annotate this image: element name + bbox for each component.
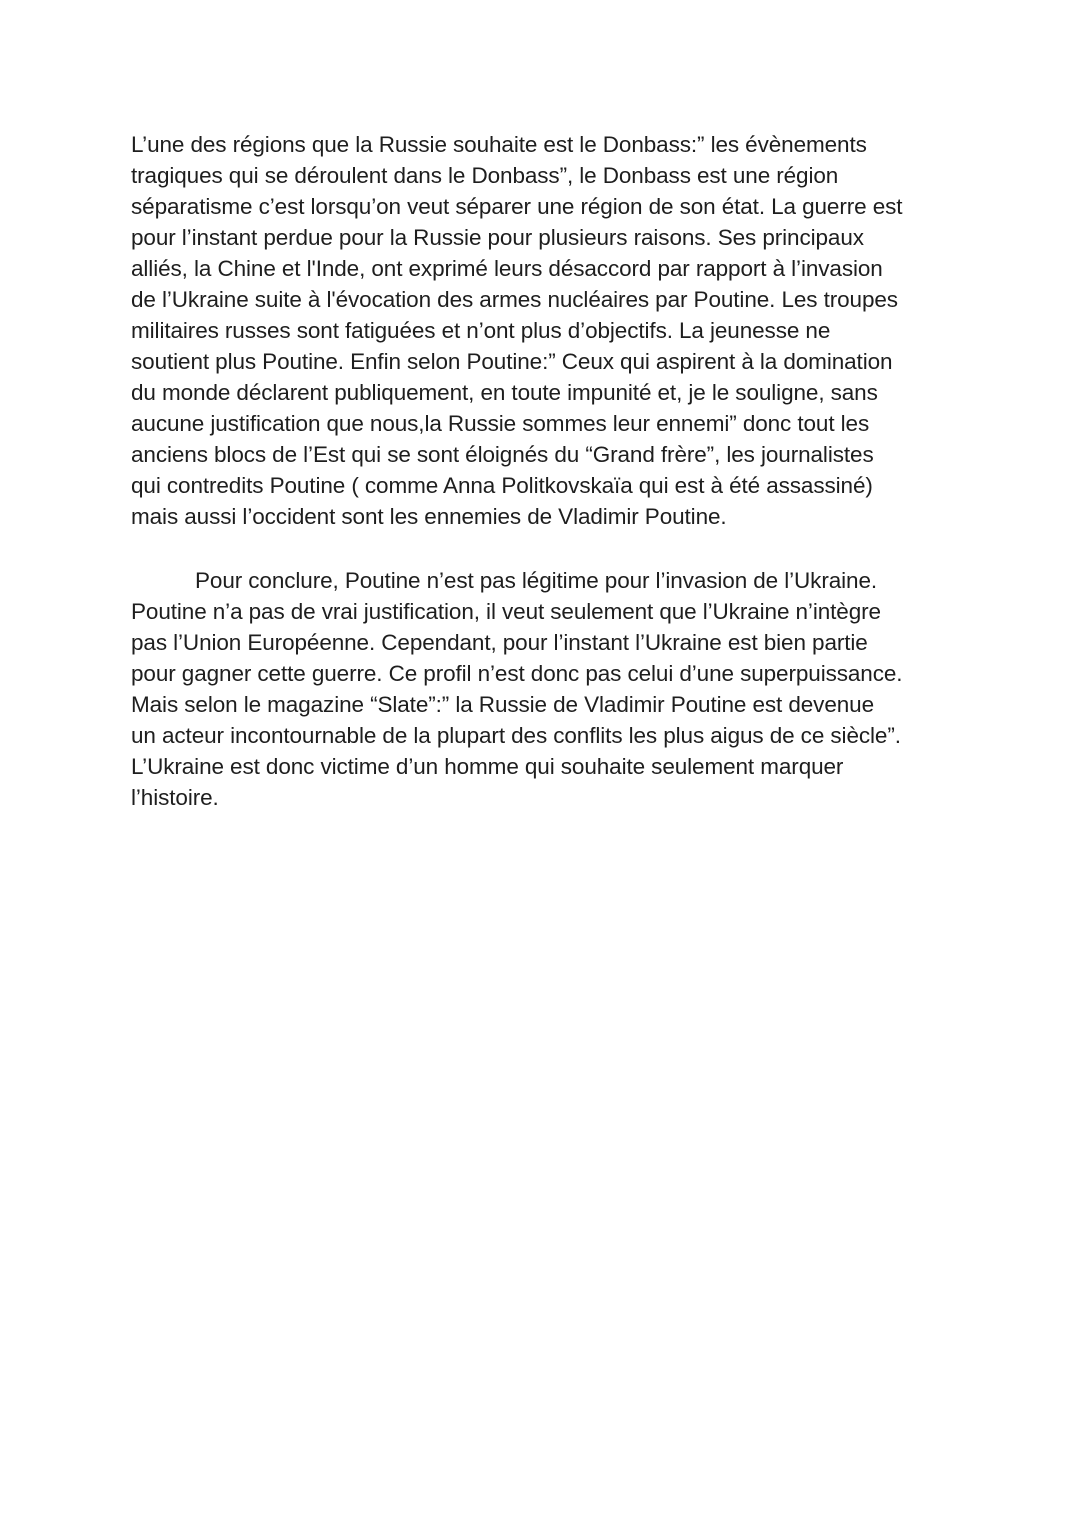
text-line: pour l’instant perdue pour la Russie pour plusieurs raisons. Ses principaux xyxy=(131,225,864,250)
paragraph-donbass xyxy=(131,129,991,532)
text-line: séparatisme c’est lorsqu’on veut séparer une région de son état. La guerre est xyxy=(131,194,903,219)
text-line: militaires russes sont fatiguées et n’ont plus d’objectifs. La jeunesse ne xyxy=(131,318,831,343)
text-line: qui contredits Poutine ( comme Anna Politkovskaïa qui est à été assassiné) xyxy=(131,473,873,498)
text-line: l’histoire. xyxy=(131,785,219,810)
text-line: L’Ukraine est donc victime d’un homme qui souhaite seulement marquer xyxy=(131,754,844,779)
text-line-indented: Pour conclure, Poutine n’est pas légitime pour l’invasion de l’Ukraine. xyxy=(195,568,878,593)
text-line: tragiques qui se déroulent dans le Donbass”, le Donbass est une région xyxy=(131,163,839,188)
text-line: pour gagner cette guerre. Ce profil n’est donc pas celui d’une superpuissance. xyxy=(131,661,903,686)
text-line: un acteur incontournable de la plupart des conflits les plus aigus de ce siècle”. xyxy=(131,723,901,748)
text-line: L’une des régions que la Russie souhaite est le Donbass:” les évènements xyxy=(131,132,867,157)
text-line: alliés, la Chine et l'Inde, ont exprimé leurs désaccord par rapport à l’invasion xyxy=(131,256,883,281)
text-line: mais aussi l’occident sont les ennemies de Vladimir Poutine. xyxy=(131,504,727,529)
text-line: anciens blocs de l’Est qui se sont éloignés du “Grand frère”, les journalistes xyxy=(131,442,874,467)
text-line: Mais selon le magazine “Slate”:” la Russie de Vladimir Poutine est devenue xyxy=(131,692,874,717)
text-line: du monde déclarent publiquement, en toute impunité et, je le souligne, sans xyxy=(131,380,878,405)
text-line: aucune justification que nous,la Russie sommes leur ennemi” donc tout les xyxy=(131,411,870,436)
text-line: pas l’Union Européenne. Cependant, pour l’instant l’Ukraine est bien partie xyxy=(131,630,868,655)
text-line: soutient plus Poutine. Enfin selon Poutine:” Ceux qui aspirent à la domination xyxy=(131,349,893,374)
paragraph-conclusion xyxy=(131,565,991,813)
text-line: de l’Ukraine suite à l'évocation des armes nucléaires par Poutine. Les troupes xyxy=(131,287,898,312)
text-line: Poutine n’a pas de vrai justification, il veut seulement que l’Ukraine n’intègre xyxy=(131,599,881,624)
